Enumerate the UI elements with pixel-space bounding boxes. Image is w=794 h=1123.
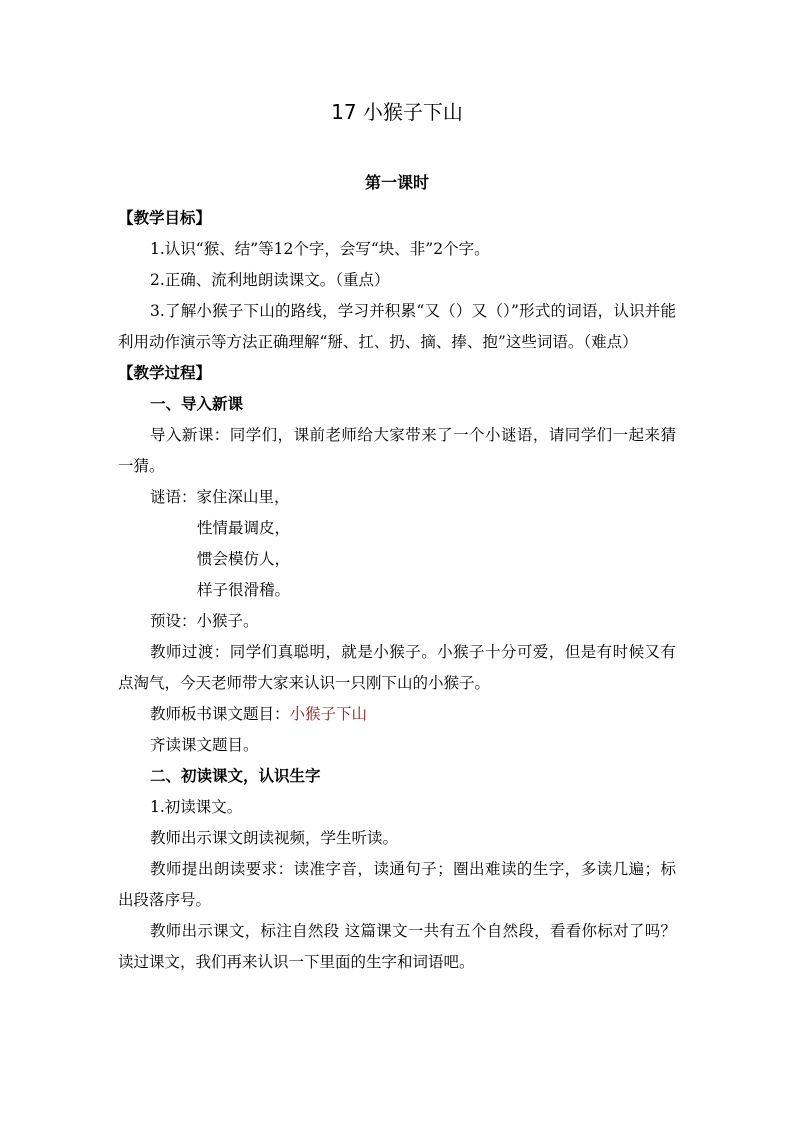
lesson-period: 第一课时 bbox=[364, 173, 429, 192]
board-label: 教师板书课文题目： bbox=[150, 705, 290, 723]
section-heading: 二、初读课文，认识生字 bbox=[150, 767, 321, 785]
lesson-title: 17 小猴子下山 bbox=[331, 100, 463, 124]
section-heading: 一、导入新课 bbox=[150, 395, 244, 413]
preset-answer: 预设：小猴子。 bbox=[150, 612, 259, 630]
board-title: 小猴子下山 bbox=[289, 705, 368, 723]
read-title: 齐读课文题目。 bbox=[150, 736, 259, 754]
show-text-paragraph: 教师出示课文，标注自然段 这篇课文一共有五个自然段，看看你标对了吗？读过课文，我们再来认识一下里面的生字和词语吧。 bbox=[118, 922, 676, 971]
requirements-paragraph: 教师提出朗读要求：读准字音，读通句子；圈出难读的生字，多读几遍；标出段落序号。 bbox=[118, 860, 676, 909]
process-heading: 【教学过程】 bbox=[118, 364, 212, 382]
objective-item: 2.正确、流利地朗读课文。（重点） bbox=[150, 271, 390, 289]
objectives-heading: 【教学目标】 bbox=[118, 209, 212, 227]
riddle-text: 家住深山里， bbox=[196, 488, 290, 506]
riddle-line: 惯会模仿人， bbox=[197, 550, 291, 568]
video-line: 教师出示课文朗读视频，学生听读。 bbox=[150, 829, 399, 847]
riddle-line: 样子很滑稽。 bbox=[197, 581, 291, 599]
intro-paragraph: 导入新课：同学们，课前老师给大家带来了一个小谜语，请同学们一起来猜一猜。 bbox=[118, 426, 676, 475]
riddle-line: 性情最调皮， bbox=[197, 519, 291, 537]
board-line bbox=[118, 699, 676, 730]
transition-paragraph: 教师过渡：同学们真聪明，就是小猴子。小猴子十分可爱，但是有时候又有点淘气，今天老师带大家来认识一只刚下山的小猴子。 bbox=[118, 643, 676, 692]
objective-item: 1.认识“猴、结”等12个字，会写“块、非”2个字。 bbox=[150, 240, 490, 258]
objective-item: 3.了解小猴子下山的路线，学习并积累“又（）又（）”形式的词语，认识并能利用动作演示等方法正确理解“掰、扛、扔、摘、捧、抱”这些词语。（难点） bbox=[118, 302, 676, 351]
document-body bbox=[118, 203, 676, 978]
riddle-line bbox=[118, 482, 676, 513]
step-line: 1.初读课文。 bbox=[150, 798, 243, 816]
riddle-label: 谜语： bbox=[150, 488, 197, 506]
